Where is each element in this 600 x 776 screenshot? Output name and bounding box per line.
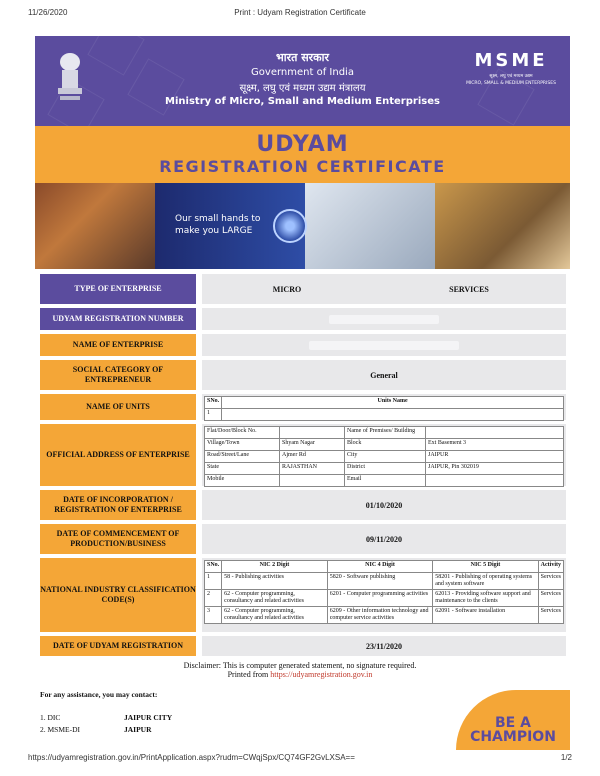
disclaimer — [0, 661, 600, 679]
row-incorporation — [40, 490, 566, 520]
address-table: Flat/Door/Block No. Name of Premises/ Building Village/Town Shyam Nagar Block Ext Basement 3 Road/Street/Lane Ajmer Rd City JAIPUR State RAJASTHAN District JAIPUR, Pin 302019 Mobile Email — [202, 424, 566, 486]
disclaimer-text: Disclaimer: This is computer generated statement, no signature required. — [183, 661, 417, 670]
certificate-title — [35, 126, 570, 183]
row-nic — [40, 558, 566, 632]
row-enterprise-name — [40, 334, 566, 356]
print-title: Print : Udyam Registration Certificate — [234, 8, 366, 17]
row-address — [40, 424, 566, 486]
print-footer — [28, 753, 572, 767]
title-line2: REGISTRATION CERTIFICATE — [159, 157, 446, 176]
row-units — [40, 394, 566, 420]
row-commencement — [40, 524, 566, 554]
assistance-heading: For any assistance, you may contact: — [40, 690, 158, 699]
nic-row: 1 58 - Publishing activities 5820 - Software publishing 58201 - Publishing of operating systems and system software Services — [205, 573, 564, 590]
be-a-champion-badge: BE A CHAMPION — [456, 690, 570, 750]
worker-photo — [435, 183, 570, 269]
print-date: 11/26/2020 — [28, 8, 68, 17]
title-line1: UDYAM — [256, 132, 349, 157]
row-type — [40, 274, 566, 304]
type-value-services: SERVICES — [372, 274, 566, 304]
print-url: https://udyamregistration.gov.in/PrintApplication.aspx?rudm=CWqjSpx/CQ74GF2GvLXSA== — [28, 753, 355, 762]
photo-strip — [35, 183, 570, 269]
contact-list — [40, 713, 172, 737]
commencement-label: DATE OF COMMENCEMENT OF PRODUCTION/BUSINESS — [40, 524, 196, 554]
type-value-micro: MICRO — [202, 274, 372, 304]
units-table: SNo. Units Name 1 — [202, 394, 566, 420]
row-social-category — [40, 360, 566, 390]
udyam-number-label: UDYAM REGISTRATION NUMBER — [40, 308, 196, 330]
row-udyam-number — [40, 308, 566, 330]
units-label: NAME OF UNITS — [40, 394, 196, 420]
government-banner — [35, 36, 570, 126]
enterprise-name-value — [202, 334, 566, 356]
social-category-label: SOCIAL CATEGORY OF ENTREPRENEUR — [40, 360, 196, 390]
nic-label: NATIONAL INDUSTRY CLASSIFICATION CODE(S) — [40, 558, 196, 632]
hindi-ministry-text: सूक्ष्म, लघु एवं मध्यम उद्यम मंत्रालय — [239, 83, 366, 94]
printed-from-label: Printed from — [227, 670, 269, 679]
hindi-gov-text: भारत सरकार — [276, 51, 329, 64]
udyam-number-value — [202, 308, 566, 330]
nic-row: 2 62 - Computer programming, consultancy and related activities 6201 - Computer programming activities 62013 - Providing software support and maintenance to the clients Services — [205, 590, 564, 607]
enterprise-name-label: NAME OF ENTERPRISE — [40, 334, 196, 356]
gov-text: Government of India — [251, 67, 354, 78]
incorporation-value: 01/10/2020 — [202, 490, 566, 520]
ministry-text: Ministry of Micro, Small and Medium Enterprises — [165, 96, 440, 107]
incorporation-label: DATE OF INCORPORATION / REGISTRATION OF ENTERPRISE — [40, 490, 196, 520]
office-photo — [305, 183, 435, 269]
artisan-photo — [35, 183, 155, 269]
row-registration-date — [40, 636, 566, 656]
msme-logo: MSME सूक्ष्म, लघु एवं मध्यम उद्यम MICRO, SMALL & MEDIUM ENTERPRISES — [466, 50, 556, 86]
social-category-value: General — [202, 360, 566, 390]
nic-table: SNo. NIC 2 Digit NIC 4 Digit NIC 5 Digit Activity 1 58 - Publishing activities 5820 - Software publishing 58201 - Publishing of operating systems and system software Services 2 62 - Computer programming, consultancy and related activities 6201 - Computer programming activities 62013 - Providing software support and maintenance to the clients Services 3 62 - Computer programming, consultancy and related activities 6209 - Other information technology and computer service activities 62091 - Software installation Services — [202, 558, 566, 632]
page-number: 1/2 — [560, 753, 572, 762]
nic-row: 3 62 - Computer programming, consultancy and related activities 6209 - Other information technology and computer service activities 62091 - Software installation Services — [205, 607, 564, 624]
type-label: TYPE OF ENTERPRISE — [40, 274, 196, 304]
address-label: OFFICIAL ADDRESS OF ENTERPRISE — [40, 424, 196, 486]
chakra-icon — [273, 209, 307, 243]
registration-date-value: 23/11/2020 — [202, 636, 566, 656]
print-header — [28, 8, 572, 22]
registration-date-label: DATE OF UDYAM REGISTRATION — [40, 636, 196, 656]
tagline: Our small hands to make you LARGE — [175, 214, 261, 236]
udyam-site-link[interactable]: https://udyamregistration.gov.in — [270, 670, 373, 679]
commencement-value: 09/11/2020 — [202, 524, 566, 554]
contact-item: 2. MSME-DI JAIPUR — [40, 725, 152, 734]
contact-item: 1. DIC JAIPUR CITY — [40, 713, 173, 722]
